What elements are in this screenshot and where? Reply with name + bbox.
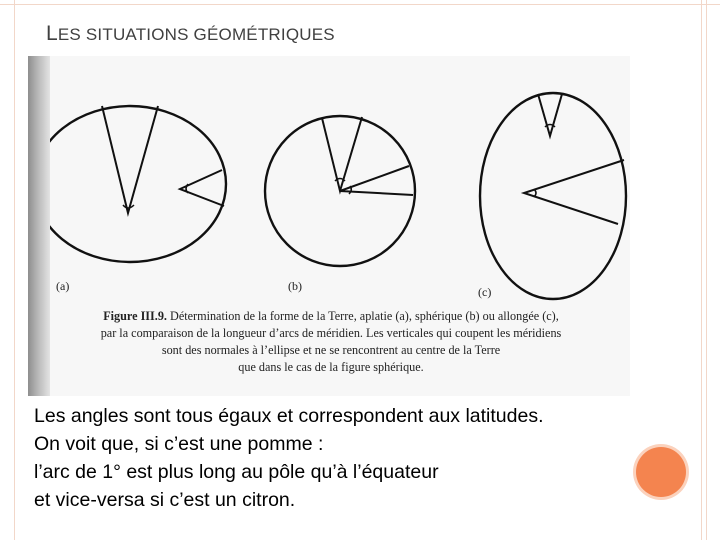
ellipse-oblate — [34, 106, 226, 262]
title-rest: ES SITUATIONS GÉOMÉTRIQUES — [57, 25, 335, 44]
frame-right-line-inner — [701, 0, 702, 540]
frame-top-line — [0, 4, 720, 5]
decorative-orange-circle — [636, 447, 686, 497]
title-first-letter: L — [46, 22, 58, 45]
caption-line-1 — [46, 308, 616, 325]
caption-line-3: sont des normales à l’ellipse et ne se rencontrent au centre de la Terre — [161, 343, 501, 357]
oblate-equatorial-arc-mark — [186, 184, 188, 193]
scanned-figure — [28, 56, 630, 396]
figure-caption — [46, 308, 616, 376]
caption-figure-number: Figure III.9. — [103, 309, 167, 323]
frame-left-line — [14, 0, 15, 540]
figure-label-a: (a) — [56, 279, 70, 293]
sphere-polar-arc-mark — [335, 179, 345, 182]
slide-title — [46, 22, 335, 46]
prolate-equatorial-angle — [524, 160, 624, 224]
caption-line-4: que dans le cas de la figure sphérique. — [238, 360, 424, 374]
sphere-polar-angle — [322, 117, 362, 191]
prolate-polar-arc-mark — [545, 125, 555, 128]
caption-line-2: par la comparaison de la longueur d’arcs de méridien. Les verticales qui coupent les méridiens — [100, 326, 562, 340]
body-line-2: On voit que, si c’est une pomme : — [34, 433, 324, 455]
figure-label-c: (c) — [478, 285, 492, 299]
caption-line-1-text: Détermination de la forme de la Terre, aplatie (a), sphérique (b) ou allongée (c), — [170, 309, 559, 323]
body-line-3: l’arc de 1° est plus long au pôle qu’à l’équateur — [34, 461, 439, 483]
oblate-polar-arc-mark — [123, 205, 134, 208]
frame-right-line-outer — [706, 0, 707, 540]
prolate-equatorial-arc-mark — [534, 189, 536, 197]
body-line-1: Les angles sont tous égaux et correspondent aux latitudes. — [34, 405, 544, 427]
oblate-polar-angle — [102, 106, 158, 213]
prolate-polar-angle — [538, 94, 562, 136]
figure-label-b: (b) — [288, 279, 302, 293]
body-text — [34, 402, 544, 514]
body-line-4: et vice-versa si c’est un citron. — [34, 489, 296, 511]
